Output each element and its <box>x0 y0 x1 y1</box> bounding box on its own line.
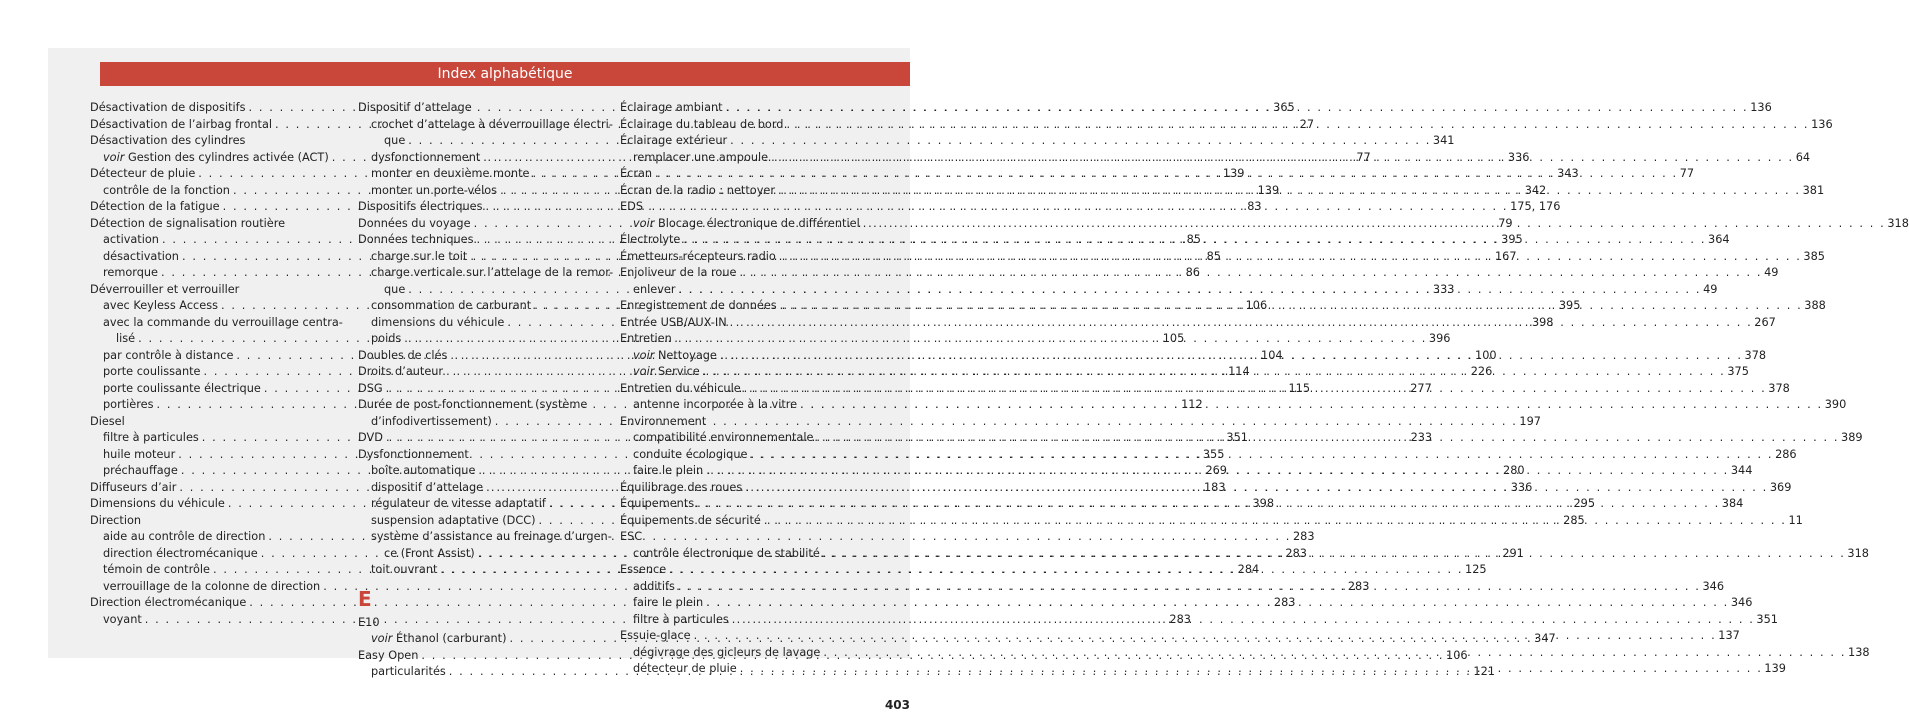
index-entry-page: 79 <box>1498 216 1513 230</box>
index-entry-label: Entretien <box>620 332 672 345</box>
index-entry-page: 336 <box>1507 150 1530 164</box>
index-entry-label: d’infodivertissement) <box>371 414 492 428</box>
index-entry-page: 269 <box>1205 464 1227 477</box>
index-entry-page: 175, 176 <box>1510 200 1561 213</box>
index-entry-label: Détection de la fatigue <box>90 200 220 213</box>
index-entry-page: 226 <box>1470 365 1493 378</box>
index-entry-page: 396 <box>1428 332 1451 345</box>
index-entry-page: 167 <box>1494 249 1517 263</box>
index-entry-label: remorque <box>103 266 158 279</box>
index-entry-page: 125 <box>1465 563 1487 576</box>
index-entry-label: Détection de signalisation routière <box>90 216 286 230</box>
index-entry-label: particularités <box>371 665 446 678</box>
index-entry-label: système d’assistance au freinage d’urgen- <box>371 530 612 543</box>
index-entry-label: ESC <box>620 530 643 543</box>
index-entry-label: Dispositifs électriques <box>358 200 483 213</box>
dot-leader <box>720 348 1743 365</box>
section-banner: Index alphabétique <box>100 62 910 86</box>
index-entry-label: Entrée USB/AUX-IN <box>620 315 727 329</box>
index-entry-label: Essuie-glace <box>620 629 691 642</box>
page-number: 403 <box>884 698 910 712</box>
index-entry-page: 355 <box>1202 447 1225 461</box>
index-entry-label: avec Keyless Access <box>103 299 218 312</box>
index-entry <box>90 513 326 530</box>
index-entry-page: 280 <box>1503 464 1525 477</box>
index-entry-page: 183 <box>1204 480 1226 494</box>
index-entry-label: avec la commande du verrouillage centra- <box>103 315 343 329</box>
index-entry-label: Dimensions du véhicule <box>90 497 225 510</box>
index-entry <box>358 100 594 117</box>
index-entry-label: porte coulissante <box>103 365 201 378</box>
index-entry-label: consommation de carburant <box>371 299 532 312</box>
index-entry-page: 139 <box>1222 167 1245 180</box>
dot-leader <box>816 430 1839 447</box>
dot-leader <box>678 282 1701 299</box>
index-entry-page: 385 <box>1803 249 1825 263</box>
index-entry-page: 283 <box>1169 612 1191 626</box>
index-entry-label: dispositif d’attelage <box>371 480 484 494</box>
dot-leader <box>732 612 1755 629</box>
index-entry-page: 139 <box>1764 662 1786 675</box>
dot-leader <box>697 496 1720 513</box>
index-entry-label: Dispositif d’attelage <box>358 101 472 114</box>
index-entry-label: boîte automatique <box>371 464 476 477</box>
dot-leader <box>800 397 1823 414</box>
index-entry-page: 346 <box>1730 596 1753 609</box>
index-entry-page: 115 <box>1288 381 1311 395</box>
index-entry-label: suspension adaptative (DCC) <box>371 513 536 527</box>
dot-leader <box>764 513 1787 530</box>
index-entry-page: 285 <box>1563 513 1585 527</box>
dot-leader <box>408 133 1431 150</box>
dot-leader <box>683 232 1706 249</box>
index-entry-label: lisé <box>116 332 136 345</box>
index-entry-page: 398 <box>1252 497 1275 510</box>
index-entry-page: 233 <box>1410 431 1433 444</box>
index-entry-label: direction électromécanique <box>103 546 258 560</box>
index-entry-page: 398 <box>1531 315 1554 329</box>
index-entry <box>620 562 856 579</box>
dot-leader <box>750 447 1773 464</box>
index-entry-page: 291 <box>1502 546 1524 560</box>
index-entry-label: charge sur le toit <box>371 249 468 263</box>
index-entry-label: Désactivation de dispositifs <box>90 101 246 114</box>
index-entry-page: 283 <box>1293 530 1315 543</box>
dot-leader <box>404 331 1427 348</box>
index-entry-label: voir Gestion des cylindres activée (ACT) <box>103 150 329 164</box>
index-entry-label: Doubles de clés <box>358 348 448 362</box>
index-entry-page: 369 <box>1769 480 1792 494</box>
index-entry-page: 100 <box>1475 348 1497 362</box>
index-entry-page: 106 <box>1446 648 1468 662</box>
index-entry-page: 342 <box>1524 183 1547 197</box>
index-entry-page: 136 <box>1750 101 1772 114</box>
index-entry <box>90 414 326 431</box>
index-entry-label: Diesel <box>90 414 125 428</box>
index-entry-label: antenne incorporée à la vitre <box>633 398 798 411</box>
index-entry-page: 85 <box>1186 233 1201 246</box>
dot-leader <box>694 628 1717 645</box>
index-entry-page: 114 <box>1228 365 1250 378</box>
index-entry-page: 121 <box>1473 665 1495 678</box>
index-entry-page: 378 <box>1768 381 1790 395</box>
index-entry-page: 197 <box>1519 414 1541 428</box>
index-entry-page: 77 <box>1356 150 1371 164</box>
index-entry-page: 286 <box>1775 447 1797 461</box>
dot-leader <box>739 265 1762 282</box>
dot-leader <box>440 562 1463 579</box>
index-entry <box>620 199 856 216</box>
index-entry-label: contrôle de la fonction <box>103 183 230 197</box>
index-entry <box>620 331 856 348</box>
index-entry-label: filtre à particules <box>633 612 729 626</box>
index-entry-page: 365 <box>1273 101 1295 114</box>
index-entry-page: 277 <box>1410 381 1432 395</box>
index-entry <box>620 414 856 431</box>
index-entry-label: enlever <box>633 282 676 296</box>
index-entry-label: préchauffage <box>103 464 178 477</box>
index-entry-page: 283 <box>1347 579 1370 593</box>
index-entry-page: 347 <box>1534 632 1556 645</box>
index-entry-label: portières <box>103 398 154 411</box>
dot-leader <box>706 595 1729 612</box>
index-entry-label: Détecteur de pluie <box>90 167 196 180</box>
index-entry-label: activation <box>103 233 159 246</box>
index-entry-page: 395 <box>1558 299 1581 312</box>
index-entry-page: 283 <box>1273 596 1296 609</box>
index-entry-label: Désactivation des cylindres <box>90 134 246 147</box>
index-entry-label: Écran de la radio : nettoyer <box>620 183 775 197</box>
index-entry-label: contrôle électronique de stabilité <box>633 546 820 560</box>
index-entry-label: verrouillage de la colonne de direction <box>103 579 321 593</box>
index-entry-label: témoin de contrôle <box>103 563 211 576</box>
index-entry-label: Enjoliveur de la roue <box>620 266 737 279</box>
index-entry-label: Diffuseurs d’air <box>90 480 177 494</box>
index-entry-label: que <box>384 282 406 296</box>
index-entry-page: 27 <box>1299 117 1315 131</box>
index-entry <box>620 529 856 546</box>
dot-leader <box>823 546 1846 563</box>
index-entry-label: Données techniques <box>358 233 474 246</box>
index-entry-page: 83 <box>1247 200 1262 213</box>
index-entry-page: 138 <box>1848 645 1870 659</box>
index-entry-label: poids <box>371 332 402 345</box>
index-entry <box>358 117 613 134</box>
index-entry-label: Entretien du véhicule <box>620 381 741 395</box>
index-entry-page: 351 <box>1226 431 1248 444</box>
index-entry <box>358 447 594 464</box>
dot-leader <box>863 216 1886 233</box>
index-entry-label: voir Blocage électronique de différentiel <box>633 216 860 230</box>
index-entry-page: 11 <box>1788 513 1803 527</box>
index-entry-label: E10 <box>358 615 380 629</box>
index-entry-page: 49 <box>1703 282 1718 296</box>
index-entry-label: aide au contrôle de direction <box>103 530 266 543</box>
index-entry-page: 364 <box>1708 233 1730 246</box>
dot-leader <box>706 463 1729 480</box>
index-entry-page: 136 <box>1811 117 1833 131</box>
index-entry <box>358 529 612 546</box>
dot-leader <box>744 381 1767 398</box>
index-entry-label: Essence <box>620 563 667 576</box>
index-entry <box>358 265 614 282</box>
index-entry <box>358 397 594 414</box>
index-entry-label: voir Service <box>633 365 700 378</box>
index-entry-label: crochet d’attelage à déverrouillage électri- <box>371 117 613 131</box>
index-entry-label: voir Éthanol (carburant) <box>371 632 507 645</box>
index-entry-page: 112 <box>1181 398 1203 411</box>
index-entry-label: Éclairage ambiant <box>620 101 723 114</box>
index-entry-label: filtre à particules <box>103 431 199 444</box>
dot-leader <box>779 249 1802 266</box>
index-entry-page: 284 <box>1237 563 1260 576</box>
dot-leader <box>726 100 1749 117</box>
index-entry-page: 390 <box>1824 398 1847 411</box>
index-sheet <box>48 48 1909 712</box>
index-entry-page: 77 <box>1679 167 1695 180</box>
index-entry-label: Équipements <box>620 497 695 510</box>
index-entry-label: Déverrouiller et verrouiller <box>90 282 240 296</box>
index-entry-page: 341 <box>1432 134 1455 147</box>
index-entry-page: 381 <box>1802 183 1825 197</box>
index-entry-page: 375 <box>1727 365 1749 378</box>
index-entry-page: 388 <box>1804 299 1826 312</box>
index-entry-label: DVD <box>358 431 383 444</box>
index-entry <box>90 216 326 233</box>
dot-leader <box>786 117 1809 134</box>
index-entry-label: Éclairage du tableau de bord <box>620 117 784 131</box>
index-entry-label: Enregistrement de données <box>620 299 777 312</box>
index-entry-label: conduite écologique <box>633 447 748 461</box>
index-entry-page: 395 <box>1501 233 1523 246</box>
index-entry-label: Écran <box>620 167 653 180</box>
index-entry-page: 343 <box>1557 167 1579 180</box>
index-entry-label: dégivrage des gicleurs de lavage <box>633 645 821 659</box>
index-entry-label: voyant <box>103 612 142 626</box>
index-entry-page: 104 <box>1261 348 1283 362</box>
index-entry-label: Direction <box>90 513 142 527</box>
dot-leader <box>745 480 1768 497</box>
index-entry-label: Environnement <box>620 414 707 428</box>
index-entry-page: 344 <box>1730 464 1753 477</box>
index-entry-label: Données du voyage <box>358 216 471 230</box>
index-entry-label: monter un porte-vélos <box>371 183 498 197</box>
index-entry-label: faire le plein <box>633 464 704 477</box>
index-entry-label: Durée de post-fonctionnement (système <box>358 398 588 411</box>
index-entry-page: 105 <box>1162 332 1185 345</box>
index-entry-page: 137 <box>1718 629 1740 642</box>
index-entry-page: 336 <box>1510 480 1533 494</box>
index-entry-label: ce (Front Assist) <box>384 546 475 560</box>
index-entry <box>358 615 594 632</box>
index-entry-label: monter en deuxième monte <box>371 167 530 180</box>
index-entry-page: 384 <box>1721 497 1744 510</box>
index-entry-label: compatibilité environnementale <box>633 431 814 444</box>
index-entry-label: désactivation <box>103 249 179 263</box>
index-entry-label: toit ouvrant <box>371 563 438 576</box>
index-entry-label: que <box>384 134 406 147</box>
index-entry-label: additifs <box>633 579 675 593</box>
index-entry-label: dysfonctionnement <box>371 150 481 164</box>
index-entry-page: 346 <box>1702 579 1725 593</box>
index-entry <box>90 282 326 299</box>
index-entry-label: Direction électromécanique <box>90 596 247 609</box>
index-entry-label: Droits d’auteur <box>358 365 444 378</box>
index-entry-label: charge verticale sur l’attelage de la remor- <box>371 266 614 279</box>
index-entry-page: 49 <box>1764 266 1779 279</box>
index-entry-label: dimensions du véhicule <box>371 315 505 329</box>
index-entry-label: huile moteur <box>103 447 176 461</box>
index-entry-page: 318 <box>1847 546 1869 560</box>
index-entry-page: 295 <box>1573 497 1596 510</box>
index-entry-page: 351 <box>1756 612 1778 626</box>
index-entry-label: par contrôle à distance <box>103 348 234 362</box>
index-entry-page: 283 <box>1285 546 1307 560</box>
index-entry-page: 106 <box>1245 299 1268 312</box>
index-entry-page: 389 <box>1841 431 1863 444</box>
index-entry-page: 86 <box>1185 266 1200 279</box>
index-entry-label: régulateur de vitesse adaptatif <box>371 497 546 510</box>
index-entry-label: Éclairage extérieur <box>620 134 728 147</box>
index-entry-label: Dysfonctionnement <box>358 447 469 461</box>
dot-leader <box>703 364 1726 381</box>
dot-leader <box>823 645 1846 662</box>
index-entry-label: Équipements de sécurité <box>620 513 761 527</box>
index-entry-label: remplacer une ampoule <box>633 150 769 164</box>
index-entry-label: porte coulissante électrique <box>103 381 261 395</box>
index-entry-page: 267 <box>1754 315 1776 329</box>
dot-leader <box>730 315 1753 332</box>
index-entry-label: Émetteurs-récepteurs radio <box>620 249 776 263</box>
index-entry-label: DSG <box>358 381 383 395</box>
index-entry-label: Easy Open <box>358 648 419 662</box>
dot-leader <box>678 579 1701 596</box>
index-entry-label: Électrolyte <box>620 233 681 246</box>
index-entry-page: 333 <box>1432 282 1455 296</box>
index-entry <box>620 133 856 150</box>
index-entry <box>90 315 343 332</box>
dot-leader <box>771 150 1794 167</box>
index-entry-page: 85 <box>1206 249 1221 263</box>
index-entry-label: voir Nettoyage <box>633 348 717 362</box>
index-entry-page: 378 <box>1744 348 1767 362</box>
index-entry <box>90 133 326 150</box>
index-entry-label: détecteur de pluie <box>633 662 737 675</box>
dot-leader <box>740 661 1763 678</box>
dot-leader <box>778 183 1801 200</box>
index-entry-label: faire le plein <box>633 596 704 609</box>
dot-leader <box>780 298 1803 315</box>
index-entry-page: 64 <box>1795 150 1811 164</box>
index-letter-heading: E <box>358 586 372 611</box>
index-entry-page: 318 <box>1887 216 1909 230</box>
index-entry-label: Équilibrage des roues <box>620 480 743 494</box>
dot-leader <box>655 166 1678 183</box>
index-entry-label: EDS <box>620 200 644 213</box>
index-entry-label: Désactivation de l’airbag frontal <box>90 117 273 131</box>
index-entry-page: 139 <box>1257 183 1280 197</box>
